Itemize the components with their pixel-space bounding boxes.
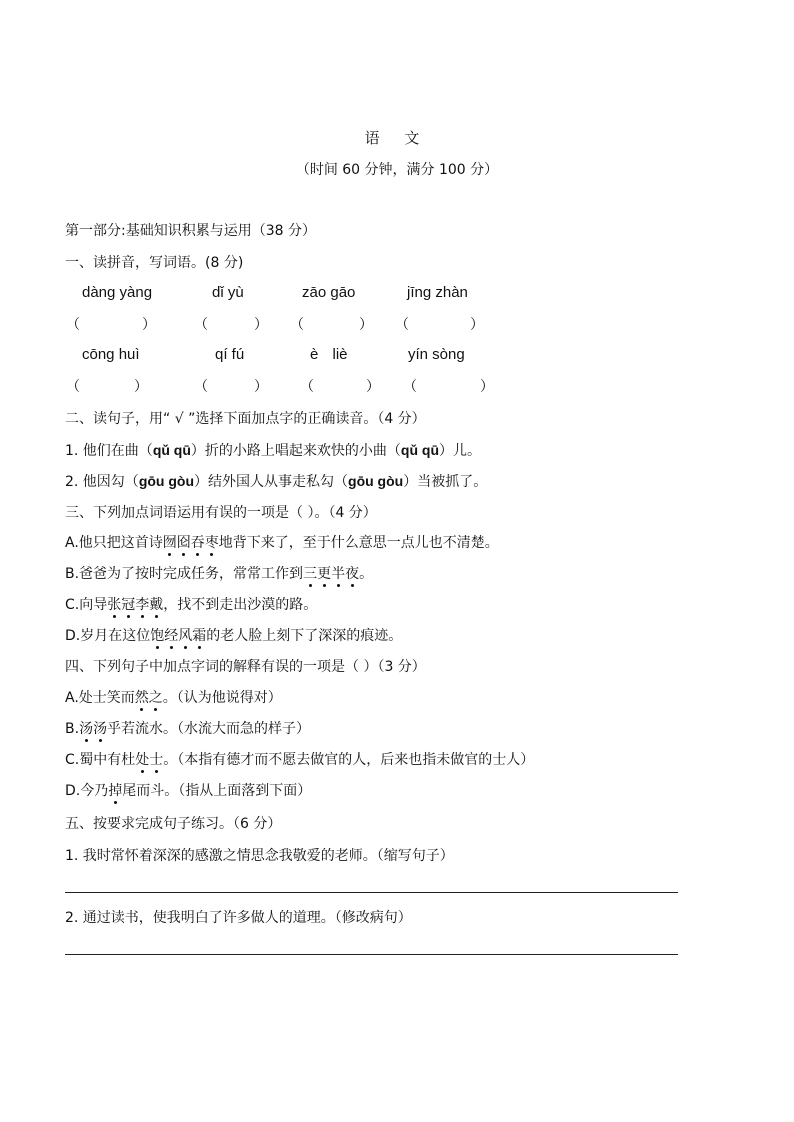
dotted-char: 处 xyxy=(135,752,150,768)
answer-paren-open: （ xyxy=(403,379,417,395)
answer-paren-open: （ xyxy=(300,379,314,395)
dotted-char: 囵 xyxy=(176,535,191,551)
answer-paren-open: （ xyxy=(66,317,80,333)
dotted-word xyxy=(135,752,163,768)
dotted-word xyxy=(150,628,206,644)
pinyin-2: dǐ yù xyxy=(212,284,244,301)
exam-title: 语 文 xyxy=(364,129,430,147)
option-text: ，找不到走出沙漠的路。 xyxy=(163,597,318,613)
section4-option-d xyxy=(65,780,311,800)
pinyin-3: zāo gāo xyxy=(302,284,356,301)
dotted-char: 士 xyxy=(149,752,164,768)
section3-option-c xyxy=(65,594,317,614)
option-text: 尾而斗。（指从上面落到下面） xyxy=(122,783,312,799)
dotted-char: 汤 xyxy=(93,721,108,737)
option-text: A.他只把这首诗 xyxy=(65,535,163,551)
answer-paren-open: （ xyxy=(194,379,208,395)
pinyin-5: cōng huì xyxy=(82,346,140,363)
answer-paren-close: ） xyxy=(254,379,268,395)
q1-text-a: 1. 他们在曲（ xyxy=(65,443,153,459)
section4-option-a xyxy=(65,687,282,707)
option-text: C.向导 xyxy=(65,597,108,613)
dotted-char: 枣 xyxy=(204,535,219,551)
dotted-char: 经 xyxy=(164,628,179,644)
dotted-char: 囫 xyxy=(162,535,177,551)
dotted-char: 冠 xyxy=(121,597,136,613)
section4-heading: 四、下列句子中加点字词的解释有误的一项是（ ）（3 分） xyxy=(65,659,426,675)
section5-q2: 2. 通过读书，使我明白了许多做人的道理。（修改病句） xyxy=(65,910,412,926)
answer-line-2[interactable] xyxy=(65,954,678,955)
section1-heading: 一、读拼音，写词语。(8 分) xyxy=(65,255,244,271)
dotted-word xyxy=(163,535,219,551)
dotted-word xyxy=(108,783,122,799)
dotted-char: 汤 xyxy=(79,721,94,737)
option-text: D.今乃 xyxy=(65,783,109,799)
option-text: B.爸爸为了按时完成任务，常常工作到 xyxy=(65,566,304,582)
q1-pinyin-options-2[interactable]: qǔ qū xyxy=(400,442,440,458)
answer-paren-open: （ xyxy=(194,317,208,333)
option-text: 乎若流水。（水流大而急的样子） xyxy=(107,721,311,737)
dotted-char: 张 xyxy=(107,597,122,613)
dotted-word xyxy=(79,721,107,737)
section4-option-c xyxy=(65,749,534,769)
answer-paren-open: （ xyxy=(66,379,80,395)
q1-text-c: ）儿。 xyxy=(439,443,482,459)
q2-pinyin-options-1[interactable]: gōu gòu xyxy=(138,473,195,489)
pinyin-1: dàng yàng xyxy=(82,284,153,301)
option-text: 。（本指有德才而不愿去做官的人，后来也指未做官的士人） xyxy=(163,752,535,768)
answer-paren-close: ） xyxy=(366,379,380,395)
section5-heading: 五、按要求完成句子练习。（6 分） xyxy=(65,816,282,832)
answer-paren-close: ） xyxy=(254,317,268,333)
section3-option-d xyxy=(65,625,402,645)
dotted-word xyxy=(107,597,163,613)
q2-text-a: 2. 他因勾（ xyxy=(65,474,139,490)
dotted-char: 霜 xyxy=(192,628,207,644)
section2-q2 xyxy=(65,471,487,491)
answer-line-1[interactable] xyxy=(65,892,678,893)
section3-option-b xyxy=(65,563,373,583)
option-text: 地背下来了，至于什么意思一点儿也不清楚。 xyxy=(218,535,499,551)
q2-text-b: ）结外国人从事走私勾（ xyxy=(194,474,349,490)
dotted-char: 半 xyxy=(331,566,346,582)
option-text: B. xyxy=(65,721,80,737)
dotted-char: 风 xyxy=(178,628,193,644)
pinyin-6: qí fú xyxy=(215,346,245,363)
q2-pinyin-options-2[interactable]: gōu gòu xyxy=(348,473,404,489)
section3-option-a xyxy=(65,532,499,552)
answer-paren-close: ） xyxy=(470,317,484,333)
dotted-word xyxy=(135,690,163,706)
section2-heading: 二、读句子，用“ √ ”选择下面加点字的正确读音。（4 分） xyxy=(65,411,426,427)
option-text: C.蜀中有杜 xyxy=(65,752,136,768)
section5-q1: 1. 我时常怀着深深的感激之情思念我敬爱的老师。（缩写句子） xyxy=(65,848,454,864)
dotted-char: 饱 xyxy=(150,628,165,644)
answer-paren-close: ） xyxy=(142,317,156,333)
exam-subtitle: （时间 60 分钟，满分 100 分） xyxy=(295,162,499,178)
option-text: 。 xyxy=(359,566,374,582)
answer-paren-open: （ xyxy=(290,317,304,333)
dotted-char: 吞 xyxy=(190,535,205,551)
dotted-char: 之 xyxy=(148,690,163,706)
answer-paren-close: ） xyxy=(359,317,373,333)
dotted-char: 更 xyxy=(317,566,332,582)
q1-pinyin-options-1[interactable]: qǔ qū xyxy=(152,442,191,458)
section3-heading: 三、下列加点词语运用有误的一项是（ ）。（4 分） xyxy=(65,505,377,521)
pinyin-7: è liè xyxy=(310,346,348,363)
option-text: A.处士笑而 xyxy=(65,690,135,706)
pinyin-8: yín sòng xyxy=(408,346,465,363)
section2-q1 xyxy=(65,440,481,460)
answer-paren-close: ） xyxy=(480,379,494,395)
dotted-char: 掉 xyxy=(108,783,123,799)
dotted-char: 李 xyxy=(135,597,150,613)
option-text: D.岁月在这位 xyxy=(65,628,151,644)
answer-paren-close: ） xyxy=(134,379,148,395)
dotted-char: 戴 xyxy=(149,597,164,613)
q2-text-c: ）当被抓了。 xyxy=(403,474,488,490)
dotted-char: 三 xyxy=(303,566,318,582)
dotted-char: 夜 xyxy=(345,566,360,582)
dotted-word xyxy=(303,566,359,582)
q1-text-b: ）折的小路上唱起来欢快的小曲（ xyxy=(190,443,401,459)
option-text: 的老人脸上刻下了深深的痕迹。 xyxy=(206,628,403,644)
dotted-char: 然 xyxy=(134,690,149,706)
answer-paren-open: （ xyxy=(395,317,409,333)
section4-option-b xyxy=(65,718,310,738)
pinyin-4: jīng zhàn xyxy=(407,284,468,301)
option-text: 。（认为他说得对） xyxy=(162,690,282,706)
part1-heading: 第一部分:基础知识积累与运用（38 分） xyxy=(65,223,316,239)
